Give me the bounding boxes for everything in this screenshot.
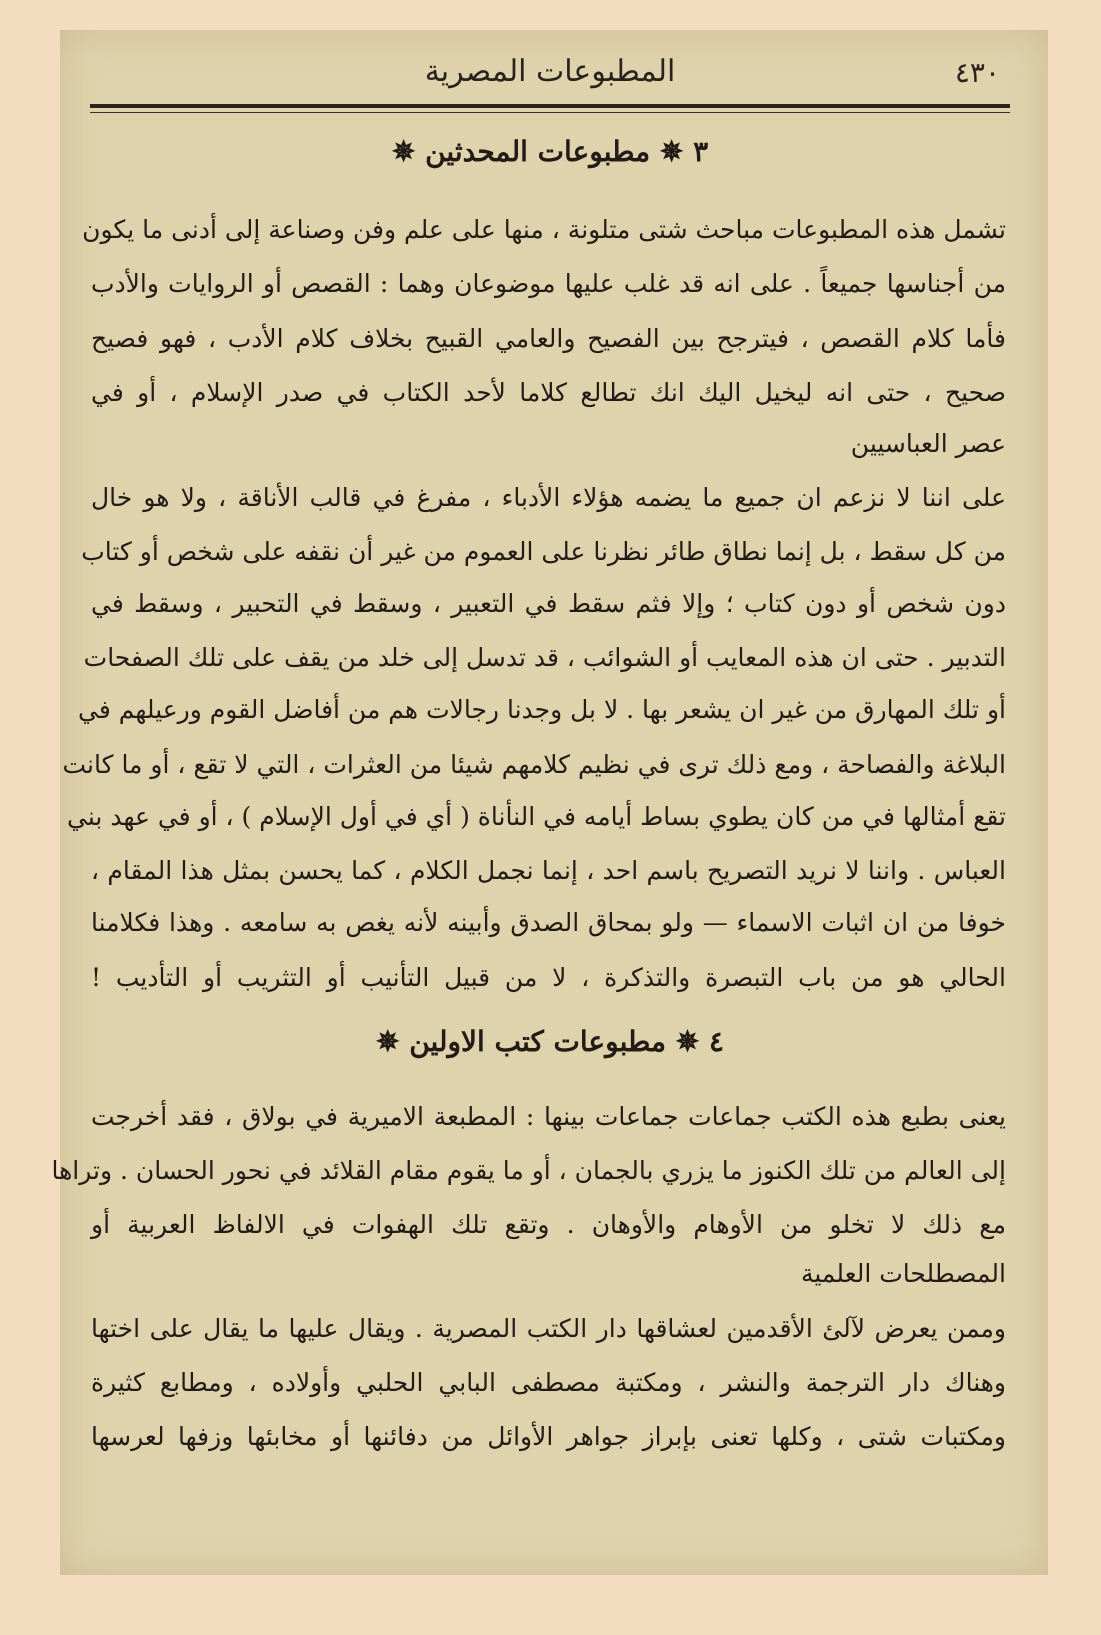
running-head: المطبوعات المصرية [424, 54, 676, 89]
header-rule-thin [90, 112, 1010, 113]
text-line: تشمل هذه المطبوعات مباحث شتى متلونة ، منها على علم وفن وصناعة إلى أدنى ما يكون [82, 215, 1006, 244]
text-line: من أجناسها جميعاً . على انه قد غلب عليها موضوعان وهما : القصص أو الروايات والأدب [91, 269, 1006, 298]
text-line: عصر العباسيين [850, 429, 1006, 458]
text-line: على اننا لا نزعم ان جميع ما يضمه هؤلاء الأدباء ، مفرغ في قالب الأناقة ، ولا هو خال [91, 483, 1006, 512]
section-heading: ٤ ✵ مطبوعات كتب الاولين ✵ [375, 1025, 725, 1058]
page-number: ٤٣٠ [954, 56, 1000, 89]
section-heading: ٣ ✵ مطبوعات المحدثين ✵ [391, 135, 709, 168]
text-line: من كل سقط ، بل إنما نطاق طائر نظرنا على العموم من غير أن نقفه على شخص أو كتاب [81, 537, 1006, 566]
text-line: المصطلحات العلمية [800, 1259, 1006, 1288]
text-line: خوفا من ان اثبات الاسماء — ولو بمحاق الصدق وأبينه لأنه يغص به سامعه . وهذا فكلامنا [91, 908, 1006, 937]
text-line: يعنى بطبع هذه الكتب جماعات جماعات بينها : المطبعة الاميرية في بولاق ، فقد أخرجت [91, 1102, 1006, 1131]
text-line: التدبير . حتى ان هذه المعايب أو الشوائب ، قد تدسل إلى خلد من يقف على تلك الصفحات [83, 643, 1006, 672]
text-line: البلاغة والفصاحة ، ومع ذلك ترى في نظيم كلامهم شيئا من العثرات ، التي لا تقع ، أو ما كانت [62, 750, 1006, 779]
text-line: دون شخص أو دون كتاب ؛ وإلا فثم سقط في التعبير ، وسقط في التحبير ، وسقط في [91, 589, 1006, 618]
text-line: فأما كلام القصص ، فيترجح بين الفصيح والعامي القبيح بخلاف كلام الأدب ، فهو فصيح [91, 324, 1006, 353]
text-line: الحالي هو من باب التبصرة والتذكرة ، لا من قبيل التأنيب أو التثريب أو التأديب ! [91, 963, 1006, 992]
header-rule [90, 104, 1010, 108]
text-line: وهناك دار الترجمة والنشر ، ومكتبة مصطفى البابي الحلبي وأولاده ، ومطابع كثيرة [91, 1368, 1006, 1397]
text-line: تقع أمثالها في من كان يطوي بساط أيامه في النأناة ( أي في أول الإسلام ) ، أو في عهد بني [67, 802, 1006, 831]
text-line: العباس . واننا لا نريد التصريح باسم احد ، إنما نجمل الكلام ، كما يحسن بمثل هذا المقام ، [91, 856, 1006, 885]
page-header [90, 52, 1010, 92]
text-line: ومكتبات شتى ، وكلها تعنى بإبراز جواهر الأوائل من دفائنها أو مخابئها وزفها لعرسها [91, 1422, 1006, 1451]
text-line: صحيح ، حتى انه ليخيل اليك انك تطالع كلاما لأحد الكتاب في صدر الإسلام ، أو في [91, 378, 1006, 407]
text-line: إلى العالم من تلك الكنوز ما يزري بالجمان ، أو ما يقوم مقام القلائد في نحور الحسان . وتراها [51, 1156, 1006, 1185]
text-line: مع ذلك لا تخلو من الأوهام والأوهان . وتقع تلك الهفوات في الالفاظ العربية أو [91, 1210, 1006, 1239]
text-line: وممن يعرض لآلئ الأقدمين لعشاقها دار الكتب المصرية . ويقال عليها ما يقال على اختها [91, 1314, 1006, 1343]
text-line: أو تلك المهارق من غير ان يشعر بها . لا بل وجدنا رجالات هم من أفاضل القوم ورعيلهم في [78, 695, 1006, 724]
